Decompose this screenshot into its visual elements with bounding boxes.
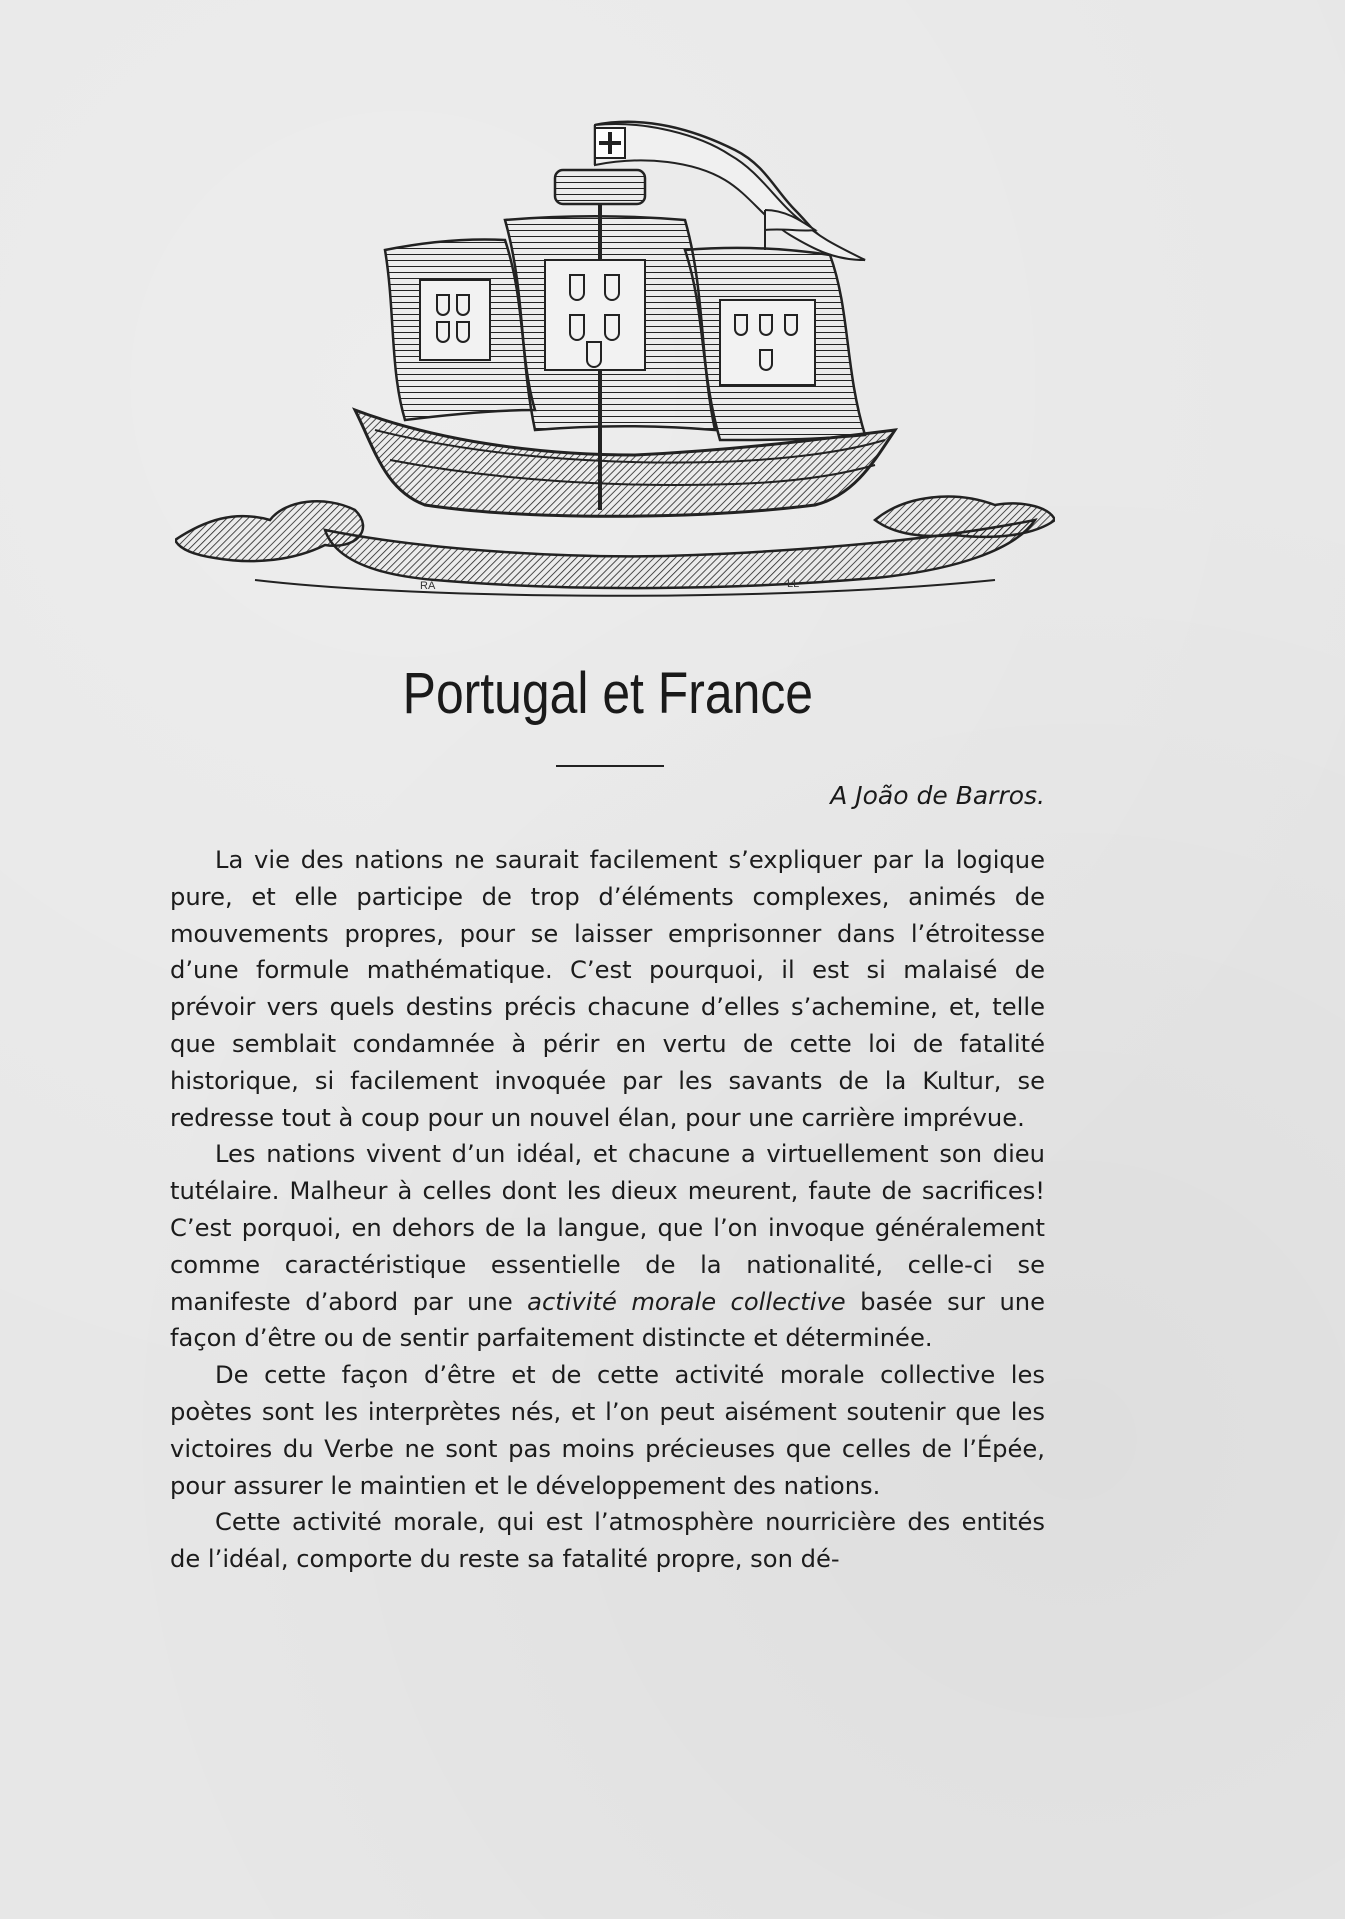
- title-divider: [556, 765, 664, 767]
- paragraph-1: La vie des nations ne saurait facilement s’expliquer par la logique pure, et elle participe de trop d’éléments complexes, animés de mouvements propres, pour se laisser emprisonner dans l’étroitesse d’une formule mathématique. C’est pourquoi, il est si malaisé de prévoir vers quels destins précis chacune d’elles s’achemine, et, telle que semblait condamnée à périr en vertu de cette loi de fatalité historique, si facilement invoquée par les savants de la Kultur, se redresse tout à coup pour un nouvel élan, pour une carrière imprévue.: [170, 846, 1045, 1132]
- dedication: A João de Barros.: [830, 781, 1045, 810]
- paragraph-2-text-before: Les nations vivent d’un idéal, et chacune a virtuellement son dieu tutélaire. Malheur à celles dont les dieux meurent, faute de sacrifices! C’est porquoi, en dehors de la langue, que l’on invoque généralement comme caractéristique essentielle de la nationalité, celle-ci se manifeste d’abord par une: [170, 1140, 1045, 1316]
- paragraph-4: Cette activité morale, qui est l’atmosphère nourricière des entités de l’idéal, comporte du reste sa fatalité propre, son dé-: [170, 1508, 1045, 1574]
- paragraph-2: [170, 1136, 1045, 1357]
- page-title: Portugal et France: [402, 661, 814, 726]
- body-text: [170, 842, 1045, 1578]
- paragraph-2-text-after: basée sur une façon d’être ou de sentir parfaitement distincte et déterminée.: [170, 1287, 1045, 1353]
- paragraph-2-emphasis: activité morale collective: [527, 1287, 846, 1316]
- caravel-ship-illustration-icon: [175, 110, 1055, 610]
- paragraph-3: De cette façon d’être et de cette activité morale collective les poètes sont les interprètes nés, et l’on peut aisément soutenir que les victoires du Verbe ne sont pas moins précieuses que celles de l’Épée, pour assurer le maintien et le développement des nations.: [170, 1361, 1045, 1500]
- artist-mark-right: LL: [787, 578, 800, 590]
- artist-mark-left: RA: [420, 580, 436, 592]
